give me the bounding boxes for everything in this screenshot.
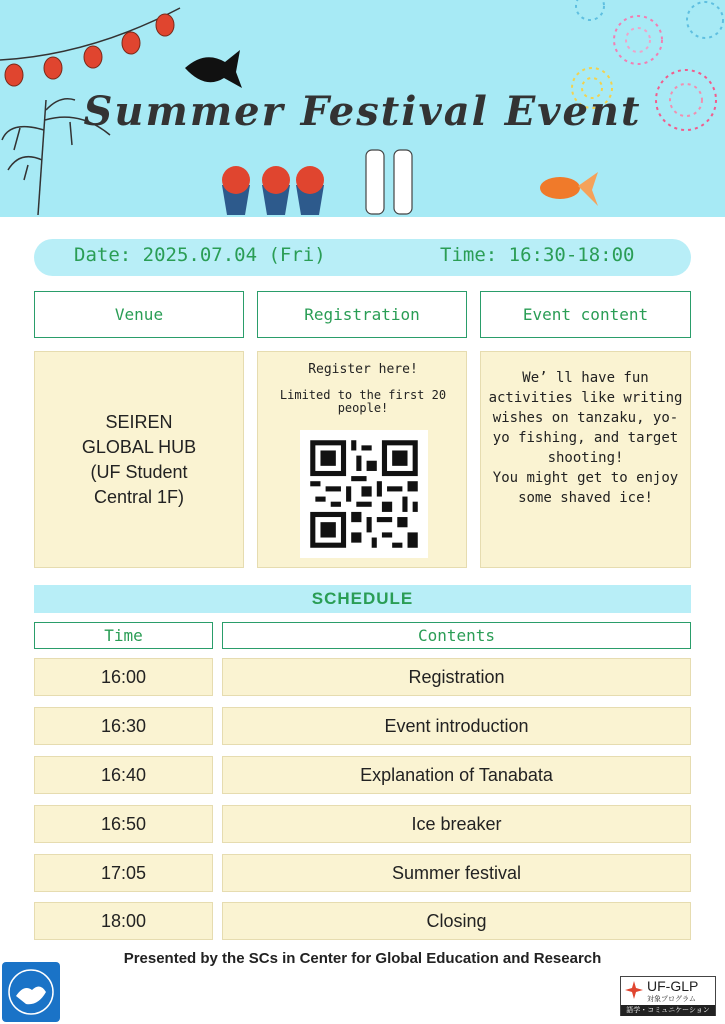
badge-title: UF-GLP	[647, 978, 699, 994]
page-title: Summer Festival Event	[83, 88, 642, 135]
qr-icon	[300, 430, 428, 558]
venue-line: SEIREN	[105, 411, 173, 432]
schedule-time: 16:00	[34, 658, 213, 696]
star-logo-icon	[625, 981, 643, 999]
schedule-content: Event introduction	[222, 707, 691, 745]
footer-credit: Presented by the SCs in Center for Global Education and Research	[123, 950, 602, 967]
schedule-time: 16:30	[34, 707, 213, 745]
schedule-content: Closing	[222, 902, 691, 940]
badge-subtitle: 対象プログラム	[647, 995, 696, 1003]
time-value: 16:30-18:00	[508, 244, 635, 266]
time-label: Time:	[440, 244, 498, 266]
venue-cell	[34, 351, 244, 568]
shaved-ice-icon	[222, 166, 324, 215]
schedule-time: 18:00	[34, 902, 213, 940]
schedule-time: 16:40	[34, 756, 213, 794]
registration-qr-code[interactable]	[300, 430, 428, 558]
venue-line: Central 1F)	[93, 486, 185, 507]
globe-logo-icon	[2, 962, 60, 1022]
schedule-time: 17:05	[34, 854, 213, 892]
event-content-text: We’ ll have fun activities like writing wishes on tanzaku, yo-yo fishing, and target shooting!	[488, 370, 683, 466]
schedule-title: SCHEDULE	[34, 585, 691, 613]
venue-line: GLOBAL HUB	[81, 436, 197, 457]
schedule-content: Registration	[222, 658, 691, 696]
date-info	[74, 244, 326, 266]
uf-glp-badge	[620, 976, 716, 1016]
event-content-cell	[480, 351, 691, 568]
date-value: 2025.07.04 (Fri)	[142, 244, 326, 266]
date-label: Date:	[74, 244, 132, 266]
schedule-time-header: Time	[34, 622, 213, 649]
registration-header: Registration	[257, 291, 467, 338]
schedule-content: Summer festival	[222, 854, 691, 892]
event-content-header: Event content	[480, 291, 691, 338]
venue-line: (UF Student	[90, 461, 188, 482]
badge-category: 語学・コミュニケーション	[621, 1005, 715, 1016]
schedule-time: 16:50	[34, 805, 213, 843]
register-here-text: Register here!	[308, 362, 418, 377]
venue-header: Venue	[34, 291, 244, 338]
schedule-contents-header: Contents	[222, 622, 691, 649]
schedule-content: Explanation of Tanabata	[222, 756, 691, 794]
registration-cell	[257, 351, 467, 568]
lantern-icon	[5, 14, 174, 86]
limit-text: Limited to the first 20 people!	[279, 388, 447, 415]
time-info	[440, 244, 635, 266]
ramune-bottle-icon	[366, 150, 412, 214]
schedule-content: Ice breaker	[222, 805, 691, 843]
university-logo	[2, 962, 60, 1022]
goldfish-orange-icon	[540, 172, 598, 206]
goldfish-icon	[185, 50, 242, 88]
event-content-text: You might get to enjoy some shaved ice!	[492, 470, 679, 506]
